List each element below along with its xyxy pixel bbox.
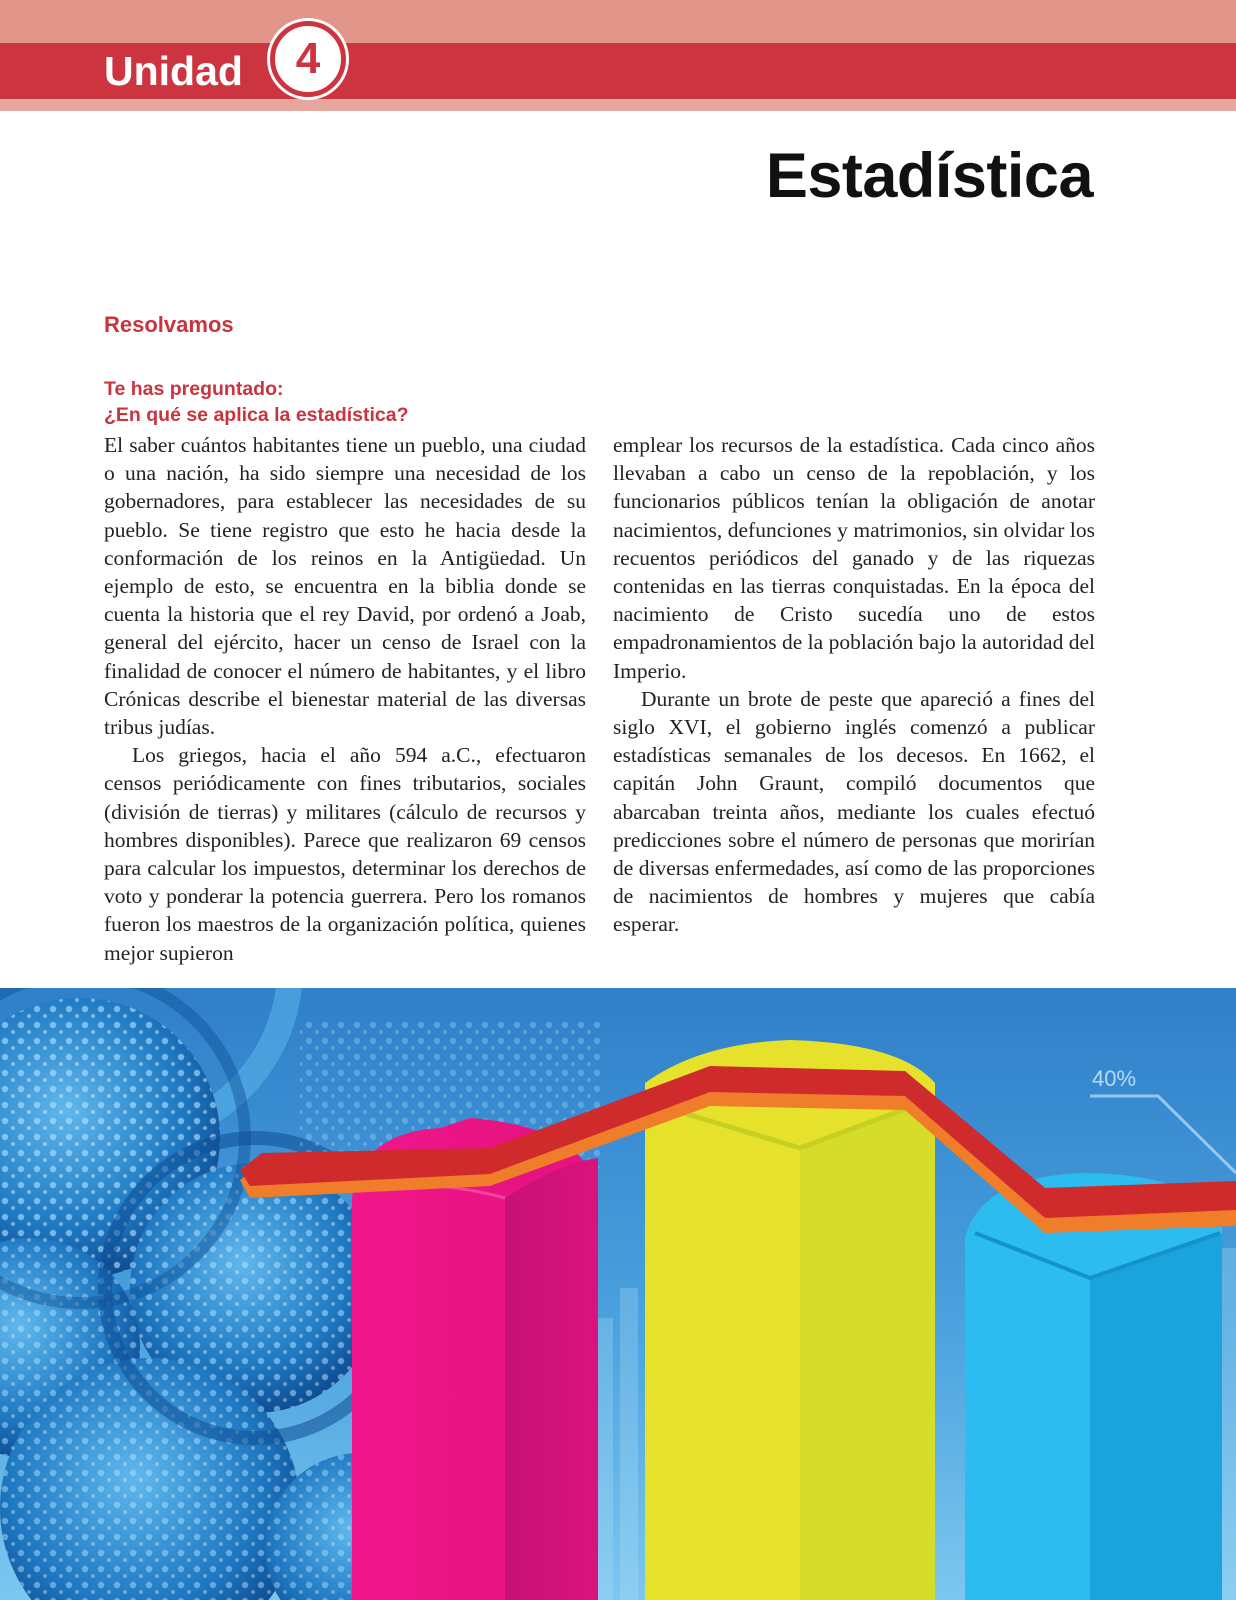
yellow-bar: [645, 1040, 935, 1600]
paragraph: Durante un brote de peste que apareció a fines del siglo XVI, el gobierno inglés comenzó a publicar estadísticas semanales de los decesos. En 1662, el capitán John Graunt, compiló documentos que abarcaban treinta años, mediante los cuales efectuó predicciones sobre el número de personas que morirían de diversas enfermedades, así como de las proporciones de nacimientos de hombres y mujeres que cabía esperar.: [613, 686, 1095, 937]
text-column-right: [613, 431, 1095, 939]
header-top-band: [0, 0, 1236, 43]
page-title: Estadística: [765, 141, 1093, 211]
cyan-bar: [965, 1173, 1222, 1600]
question-line-1: Te has preguntado:: [104, 378, 284, 400]
paragraph: Los griegos, hacia el año 594 a.C., efectuaron censos periódicamente con fines tributarios, sociales (división de tierras) y militares (cálculo de recursos y hombres disponibles). Parece que realizaron 69 censos para calcular los impuestos, determinar los derechos de voto y ponderar la potencia guerrera. Pero los romanos fueron los maestros de la organización política, quienes mejor supieron: [104, 743, 586, 965]
paragraph: El saber cuántos habitantes tiene un pueblo, una ciudad o una nación, ha sido siempre una necesidad de los gobernadores, para establecer las necesidades de su pueblo. Se tiene registro que esto he hacia desde la conformación de los reinos en la Antigüedad. Un ejemplo de esto, se encuentra en la biblia donde se cuenta la historia que el rey David, por ordenó a Joab, general del ejército, hacer un censo de Israel con la finalidad de conocer el número de habitantes, y el libro Crónicas describe el bienestar material de las diversas tribus judías.: [104, 433, 586, 740]
section-heading: Resolvamos: [104, 312, 234, 337]
percent-label: 40%: [1092, 1066, 1137, 1091]
illustration-art: [0, 988, 1236, 1600]
unit-number: 4: [295, 34, 321, 83]
text-column-left: [104, 431, 586, 967]
unit-label: Unidad: [104, 48, 243, 94]
unit-bar-shadow: [0, 99, 1236, 111]
statistics-illustration: [0, 988, 1236, 1600]
paragraph: emplear los recursos de la estadística. Cada cinco años llevaban a cabo un censo de la repoblación, y los funcionarios públicos tenían la obligación de anotar nacimientos, defunciones y matrimonios, sin olvidar los recuentos periódicos del ganado y de las riquezas contenidas en las tierras conquistadas. En la época del nacimiento de Cristo sucedía uno de estos empadronamientos de la población bajo la autoridad del Imperio.: [613, 433, 1095, 683]
unit-number-badge: [270, 21, 346, 97]
guiding-question: [104, 376, 409, 428]
question-line-2: ¿En qué se aplica la estadística?: [104, 404, 409, 426]
